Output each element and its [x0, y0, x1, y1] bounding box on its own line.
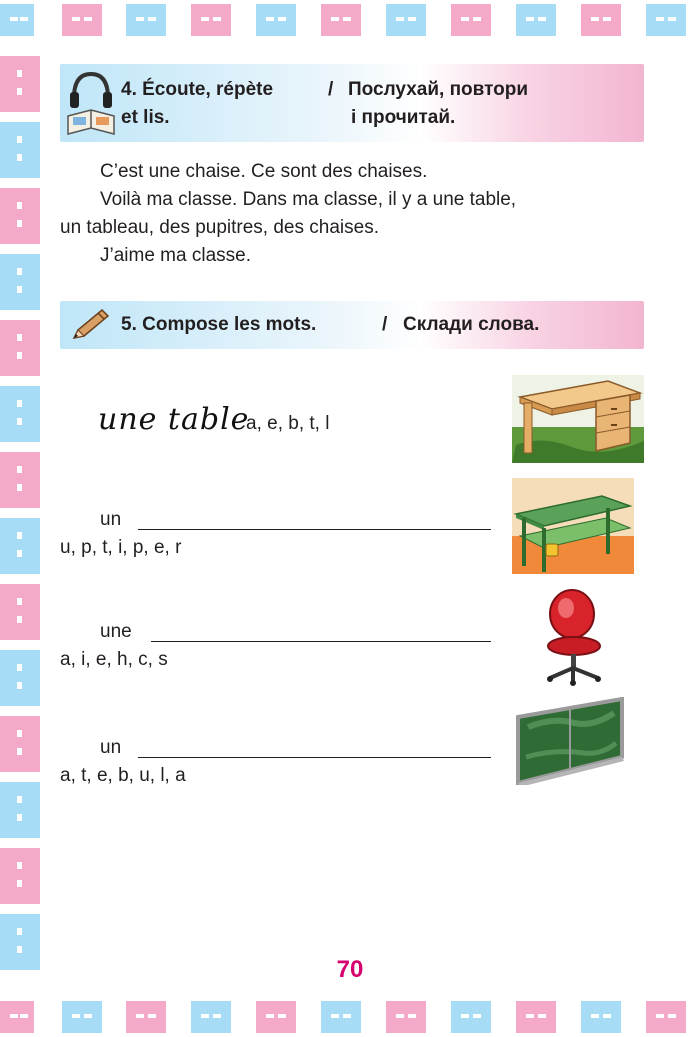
- school-desk-picture: [512, 478, 634, 574]
- exercise4-title-fr-line1: 4. Écoute, répète: [121, 79, 274, 100]
- exercise4-title-uk-line1: Послухай, повтори: [348, 79, 529, 100]
- exercise5-title-fr: 5. Compose les mots.: [121, 314, 317, 335]
- reading-line: J’aime ma classe.: [100, 245, 251, 266]
- answer-line[interactable]: [138, 757, 491, 758]
- pencil-icon: [68, 306, 112, 344]
- exercise4-header: [60, 64, 644, 142]
- chair-picture: [538, 586, 610, 686]
- example-letters: a, e, b, t, l: [246, 413, 330, 434]
- reading-line: un tableau, des pupitres, des chaises.: [60, 217, 379, 238]
- exercise5-title-uk: Склади слова.: [403, 314, 540, 335]
- item-letters: a, t, e, b, u, l, a: [60, 765, 186, 786]
- exercise5-separator: /: [382, 314, 388, 335]
- exercise4-title-uk-line2: і прочитай.: [351, 107, 456, 128]
- reading-line: C’est une chaise. Ce sont des chaises.: [100, 161, 428, 182]
- exercise4-separator: /: [328, 79, 334, 100]
- bottom-border: [0, 997, 700, 1037]
- item-article: un: [100, 509, 122, 530]
- answer-line[interactable]: [138, 529, 491, 530]
- blackboard-picture: [514, 697, 626, 785]
- item-article: une: [100, 621, 132, 642]
- headphones-book-icon: [64, 68, 118, 138]
- example-answer: une table: [98, 402, 250, 437]
- answer-line[interactable]: [151, 641, 491, 642]
- left-border: [0, 40, 40, 997]
- item-letters: a, i, e, h, c, s: [60, 649, 168, 670]
- reading-line: Voilà ma classe. Dans ma classe, il y a une table,: [100, 189, 517, 210]
- top-border: [0, 0, 700, 40]
- item-letters: u, p, t, i, p, e, r: [60, 537, 182, 558]
- item-article: un: [100, 737, 122, 758]
- page-number: 70: [336, 956, 364, 983]
- teacher-desk-picture: [512, 375, 644, 463]
- exercise4-title-fr-line2: et lis.: [121, 107, 170, 128]
